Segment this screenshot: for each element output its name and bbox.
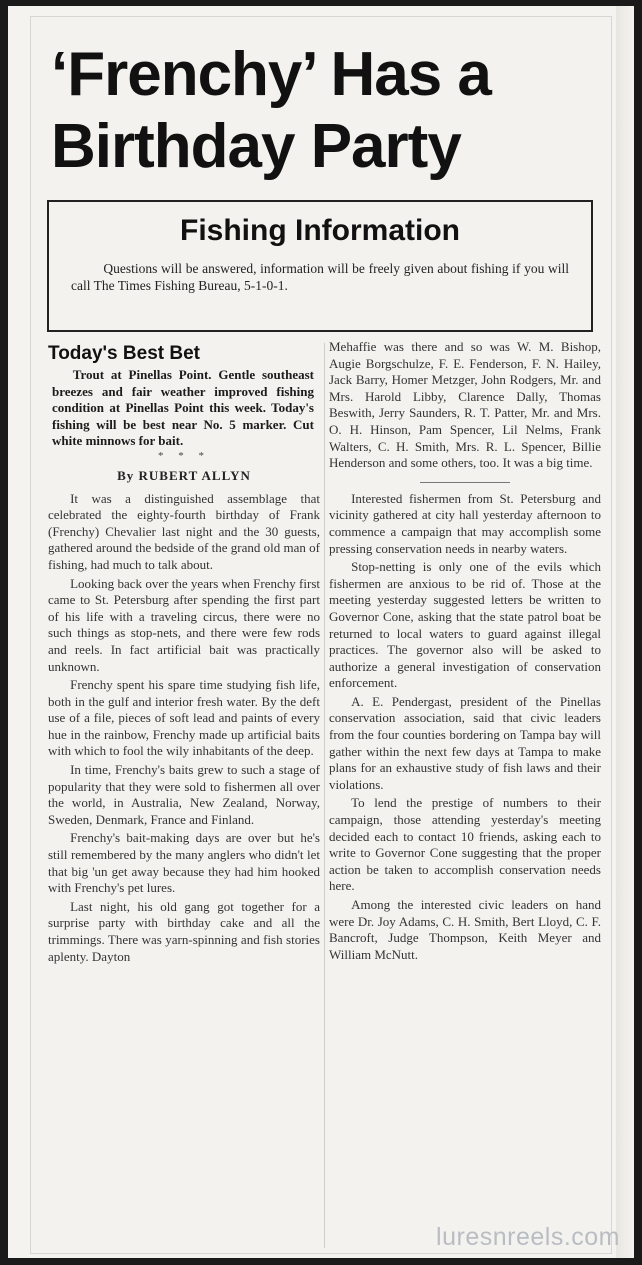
scan-page (8, 6, 634, 1258)
newspaper-clipping (30, 16, 612, 1254)
article-paragraph: It was a distinguished assemblage that celebrated the eighty-fourth birthday of Frank (Frenchy) Chevalier last night and the 30 guests, gathered around the bedside of the grand old man of fishing, had much to talk about. (48, 490, 320, 572)
best-bet-body: Trout at Pinellas Point. Gentle southeast breezes and fair weather improved fishing condition at Pinellas Point this week. Today's fishing will be best near No. 5 marker. Cut white minnows for bait. (52, 367, 314, 449)
column-divider (324, 343, 325, 1248)
headline (51, 39, 611, 183)
article-paragraph: In time, Frenchy's baits grew to such a stage of popularity that they were sold to fishermen all over the world, in Australia, New Zealand, Norway, Sweden, Denmark, France and Finland. (48, 762, 320, 827)
article-paragraph: Last night, his old gang got together for a surprise party with birthday cake and all the trimmings. There was yarn-spinning and fish stories aplenty. Dayton (48, 898, 320, 964)
headline-line-1: ‘Frenchy’ Has a (51, 40, 491, 109)
info-box-title: Fishing Information (180, 214, 460, 247)
headline-line-2: Birthday Party (51, 112, 461, 181)
fishing-information-box (47, 200, 593, 332)
left-column (48, 339, 320, 967)
article-paragraph: A. E. Pendergast, president of the Pinellas conservation association, said that civic leaders from the four counties bordering on Tampa bay will gather within the next few days at Tampa to make plans for an exhaustive study of fish laws and their violations. (329, 693, 601, 792)
info-box-text: Questions will be answered, information will be freely given about fishing if you will call The Times Fishing Bureau, 5-1-0-1. (71, 261, 569, 293)
best-bet-heading: Today's Best Bet (48, 343, 200, 364)
article-paragraph: Frenchy spent his spare time studying fish life, both in the gulf and interior fresh water. By the deft use of a file, pieces of soft lead and paints of every hue in the rainbow, Frenchy made up artificial baits with which to fool the wily inhabitants of the deep. (48, 677, 320, 759)
right-column (329, 339, 601, 965)
article-paragraph: Interested fishermen from St. Petersburg and vicinity gathered at city hall yesterday afternoon to commence a campaign that may accomplish some pressing conservation needs in nearby waters. (329, 490, 601, 556)
article-paragraph: Frenchy's bait-making days are over but he's still remembered by the many anglers who didn't let that big 'un get away because they had him hooked with Frenchy's pet lures. (48, 830, 320, 896)
article-paragraph: Stop-netting is only one of the evils which fishermen are anxious to be rid of. Those at the meeting yesterday suggested letters be written to Governor Cone, asking that the state patrol boat be returned to local waters to guard against illegal practices. The governor also will be asked to authorize a general investigation of conservation enforcement. (329, 559, 601, 691)
article-paragraph: Looking back over the years when Frenchy first came to St. Petersburg after spending the first part of his life with a traveling circus, there were no such things as stop-nets, and there were few rods and reels. In fact artificial bait was practically unknown. (48, 575, 320, 674)
watermark: luresnreels.com (436, 1223, 620, 1251)
section-stars: * * * (158, 449, 210, 462)
article-continuation: Mehaffie was there and so was W. M. Bishop, Augie Borgschulze, F. E. Fenderson, F. N. Hailey, Jack Barry, Homer Metzger, John Rodgers, Mr. and Mrs. Harold Libby, Clarence Dally, Thomas Beswith, Jerry Saunders, R. T. Patter, Mr. and Mrs. O. H. Hinson, Pam Spencer, Lil Nelms, Frank Walters, C. H. Smith, Mrs. R. L. Spencer, Billie Henderson and some others, too. It was a big time. (329, 339, 601, 471)
article-paragraph: To lend the prestige of numbers to their campaign, those attending yesterday's meeting decided each to contact 10 friends, asking each to write to Governor Cone suggesting that the proper action be taken to accomplish conservation needs here. (329, 795, 601, 894)
article-paragraph: Among the interested civic leaders on hand were Dr. Joy Adams, C. H. Smith, Bert Lloyd, C. F. Bancroft, Judge Thompson, Keith Meyer and William McNutt. (329, 897, 601, 962)
page-edge (616, 6, 634, 1258)
byline: By RUBERT ALLYN (117, 467, 251, 483)
section-rule (420, 482, 510, 483)
